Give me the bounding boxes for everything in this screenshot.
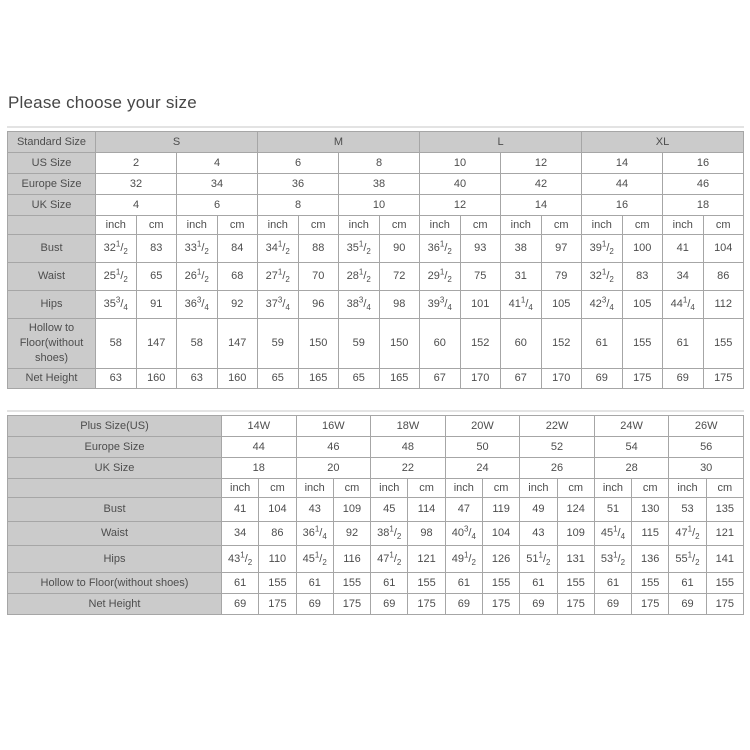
unit-cell: cm	[632, 479, 669, 498]
measure-cell: 61	[582, 319, 623, 369]
measure-cell: 152	[541, 319, 582, 369]
size-group-header: M	[258, 132, 420, 153]
measure-cell: 105	[622, 291, 663, 319]
table-row	[8, 573, 744, 594]
row-label: Europe Size	[8, 174, 96, 195]
measure-cell: 126	[482, 546, 519, 573]
size-cell: 16W	[296, 416, 371, 437]
unit-cell: cm	[379, 216, 420, 235]
unit-cell: cm	[333, 479, 370, 498]
measure-cell: 59	[258, 319, 299, 369]
measure-cell: $38^1/_2$	[371, 522, 408, 546]
table-row	[8, 153, 744, 174]
measure-cell: 170	[541, 369, 582, 389]
size-cell: 18	[663, 195, 744, 216]
measure-cell: 61	[296, 573, 333, 594]
measure-cell: 60	[420, 319, 461, 369]
size-cell: 6	[258, 153, 339, 174]
unit-row-label	[8, 479, 222, 498]
page-title: Please choose your size	[8, 93, 197, 112]
measure-cell: 110	[259, 546, 296, 573]
unit-cell: inch	[222, 479, 259, 498]
unit-cell: cm	[408, 479, 445, 498]
size-cell: 12	[501, 153, 582, 174]
standard-size-table	[7, 131, 744, 389]
standard-size-table-wrap	[7, 126, 744, 389]
measure-cell: 86	[703, 263, 744, 291]
measure-cell: 86	[259, 522, 296, 546]
measure-cell: 61	[520, 573, 557, 594]
measure-cell: $33^1/_2$	[177, 235, 218, 263]
measure-cell: 69	[296, 594, 333, 615]
measure-cell: 147	[217, 319, 258, 369]
measure-cell: 175	[703, 369, 744, 389]
measure-cell: 41	[222, 498, 259, 522]
measure-cell: $32^1/_2$	[582, 263, 623, 291]
row-label: UK Size	[8, 195, 96, 216]
table-row	[8, 594, 744, 615]
unit-cell: inch	[445, 479, 482, 498]
measure-cell: 65	[258, 369, 299, 389]
measure-cell: $39^1/_2$	[582, 235, 623, 263]
table-row	[8, 216, 744, 235]
measure-cell: 175	[557, 594, 594, 615]
size-cell: 26	[520, 458, 595, 479]
measure-cell: $45^1/_2$	[296, 546, 333, 573]
measure-cell: 147	[136, 319, 177, 369]
measure-cell: $49^1/_2$	[445, 546, 482, 573]
size-cell: 30	[669, 458, 744, 479]
measure-cell: 155	[482, 573, 519, 594]
size-cell: 14	[501, 195, 582, 216]
measure-cell: 96	[298, 291, 339, 319]
measure-cell: 63	[96, 369, 137, 389]
size-group-header: XL	[582, 132, 744, 153]
unit-cell: cm	[259, 479, 296, 498]
measure-cell: 150	[298, 319, 339, 369]
measure-cell: 68	[217, 263, 258, 291]
size-cell: 38	[339, 174, 420, 195]
row-label: Europe Size	[8, 437, 222, 458]
unit-cell: inch	[296, 479, 333, 498]
measure-cell: 43	[296, 498, 333, 522]
table-row	[8, 291, 744, 319]
measure-cell: 131	[557, 546, 594, 573]
table-row	[8, 369, 744, 389]
measure-cell: 104	[703, 235, 744, 263]
row-label: Bust	[8, 235, 96, 263]
measure-cell: 34	[663, 263, 704, 291]
unit-cell: cm	[541, 216, 582, 235]
size-cell: 52	[520, 437, 595, 458]
table-row	[8, 416, 744, 437]
measure-cell: $25^1/_2$	[96, 263, 137, 291]
measure-cell: 92	[333, 522, 370, 546]
size-cell: 24W	[594, 416, 669, 437]
measure-cell: 160	[217, 369, 258, 389]
measure-cell: 69	[663, 369, 704, 389]
measure-cell: 115	[632, 522, 669, 546]
size-cell: 8	[339, 153, 420, 174]
measure-cell: 170	[460, 369, 501, 389]
measure-cell: 69	[371, 594, 408, 615]
measure-cell: 175	[408, 594, 445, 615]
measure-cell: 152	[460, 319, 501, 369]
measure-cell: 75	[460, 263, 501, 291]
measure-cell: 53	[669, 498, 706, 522]
size-cell: 34	[177, 174, 258, 195]
measure-cell: $39^3/_4$	[420, 291, 461, 319]
size-cell: 32	[96, 174, 177, 195]
size-cell: 14W	[222, 416, 297, 437]
size-cell: 46	[296, 437, 371, 458]
measure-cell: 93	[460, 235, 501, 263]
measure-cell: 175	[482, 594, 519, 615]
measure-cell: 61	[222, 573, 259, 594]
unit-cell: cm	[460, 216, 501, 235]
measure-cell: 155	[703, 319, 744, 369]
row-label: Net Height	[8, 594, 222, 615]
measure-cell: $36^1/_2$	[420, 235, 461, 263]
measure-cell: 155	[632, 573, 669, 594]
measure-cell: 69	[594, 594, 631, 615]
unit-cell: inch	[663, 216, 704, 235]
unit-cell: inch	[339, 216, 380, 235]
measure-cell: 160	[136, 369, 177, 389]
table-row	[8, 132, 744, 153]
measure-cell: 135	[706, 498, 743, 522]
measure-cell: 69	[445, 594, 482, 615]
measure-cell: 155	[557, 573, 594, 594]
size-cell: 44	[582, 174, 663, 195]
table-row	[8, 458, 744, 479]
measure-cell: 150	[379, 319, 420, 369]
unit-cell: inch	[420, 216, 461, 235]
size-cell: 6	[177, 195, 258, 216]
measure-cell: 98	[408, 522, 445, 546]
measure-cell: 58	[177, 319, 218, 369]
size-cell: 56	[669, 437, 744, 458]
size-cell: 28	[594, 458, 669, 479]
measure-cell: 130	[632, 498, 669, 522]
measure-cell: 83	[136, 235, 177, 263]
measure-cell: 105	[541, 291, 582, 319]
row-label: Hips	[8, 291, 96, 319]
size-cell: 36	[258, 174, 339, 195]
measure-cell: 69	[520, 594, 557, 615]
measure-cell: $26^1/_2$	[177, 263, 218, 291]
row-label: UK Size	[8, 458, 222, 479]
measure-cell: 43	[520, 522, 557, 546]
size-cell: 26W	[669, 416, 744, 437]
measure-cell: $35^1/_2$	[339, 235, 380, 263]
table-row	[8, 479, 744, 498]
measure-cell: $27^1/_2$	[258, 263, 299, 291]
measure-cell: $47^1/_2$	[669, 522, 706, 546]
table-row	[8, 235, 744, 263]
row-label: Plus Size(US)	[8, 416, 222, 437]
size-cell: 2	[96, 153, 177, 174]
corner-header: Standard Size	[8, 132, 96, 153]
measure-cell: 121	[408, 546, 445, 573]
measure-cell: 124	[557, 498, 594, 522]
measure-cell: 60	[501, 319, 542, 369]
size-cell: 48	[371, 437, 446, 458]
measure-cell: 49	[520, 498, 557, 522]
size-cell: 18	[222, 458, 297, 479]
measure-cell: 65	[339, 369, 380, 389]
unit-cell: inch	[594, 479, 631, 498]
measure-cell: $29^1/_2$	[420, 263, 461, 291]
size-cell: 16	[663, 153, 744, 174]
measure-cell: $53^1/_2$	[594, 546, 631, 573]
measure-cell: 38	[501, 235, 542, 263]
size-group-header: L	[420, 132, 582, 153]
plus-size-table-wrap	[7, 410, 744, 615]
measure-cell: 100	[622, 235, 663, 263]
size-cell: 14	[582, 153, 663, 174]
measure-cell: 141	[706, 546, 743, 573]
size-group-header: S	[96, 132, 258, 153]
measure-cell: 104	[482, 522, 519, 546]
measure-cell: 61	[594, 573, 631, 594]
measure-cell: 92	[217, 291, 258, 319]
measure-cell: 98	[379, 291, 420, 319]
measure-cell: 67	[420, 369, 461, 389]
measure-cell: 59	[339, 319, 380, 369]
measure-cell: 121	[706, 522, 743, 546]
table-row	[8, 195, 744, 216]
measure-cell: 175	[622, 369, 663, 389]
measure-cell: 90	[379, 235, 420, 263]
measure-cell: 84	[217, 235, 258, 263]
measure-cell: 47	[445, 498, 482, 522]
table-row	[8, 546, 744, 573]
table-row	[8, 522, 744, 546]
measure-cell: $47^1/_2$	[371, 546, 408, 573]
measure-cell: $38^3/_4$	[339, 291, 380, 319]
measure-cell: 114	[408, 498, 445, 522]
measure-cell: 91	[136, 291, 177, 319]
unit-cell: inch	[669, 479, 706, 498]
row-label: Waist	[8, 263, 96, 291]
table-row	[8, 437, 744, 458]
measure-cell: 136	[632, 546, 669, 573]
measure-cell: $34^1/_2$	[258, 235, 299, 263]
measure-cell: 69	[582, 369, 623, 389]
measure-cell: $40^3/_4$	[445, 522, 482, 546]
measure-cell: 67	[501, 369, 542, 389]
unit-row-label	[8, 216, 96, 235]
row-label: Hollow to Floor(without shoes)	[8, 319, 96, 369]
measure-cell: $37^3/_4$	[258, 291, 299, 319]
size-cell: 10	[339, 195, 420, 216]
table-row	[8, 263, 744, 291]
unit-cell: inch	[258, 216, 299, 235]
measure-cell: $43^1/_2$	[222, 546, 259, 573]
measure-cell: 83	[622, 263, 663, 291]
measure-cell: 175	[259, 594, 296, 615]
measure-cell: $42^3/_4$	[582, 291, 623, 319]
measure-cell: 72	[379, 263, 420, 291]
size-cell: 16	[582, 195, 663, 216]
size-cell: 42	[501, 174, 582, 195]
measure-cell: 34	[222, 522, 259, 546]
measure-cell: 155	[706, 573, 743, 594]
measure-cell: 79	[541, 263, 582, 291]
measure-cell: $51^1/_2$	[520, 546, 557, 573]
size-cell: 20W	[445, 416, 520, 437]
measure-cell: 155	[333, 573, 370, 594]
measure-cell: 63	[177, 369, 218, 389]
unit-cell: cm	[136, 216, 177, 235]
row-label: Waist	[8, 522, 222, 546]
measure-cell: 165	[298, 369, 339, 389]
table-row	[8, 174, 744, 195]
measure-cell: 88	[298, 235, 339, 263]
unit-cell: inch	[501, 216, 542, 235]
measure-cell: $28^1/_2$	[339, 263, 380, 291]
unit-cell: cm	[482, 479, 519, 498]
measure-cell: 155	[408, 573, 445, 594]
measure-cell: $35^3/_4$	[96, 291, 137, 319]
unit-cell: cm	[706, 479, 743, 498]
measure-cell: $32^1/_2$	[96, 235, 137, 263]
measure-cell: 109	[333, 498, 370, 522]
measure-cell: 112	[703, 291, 744, 319]
size-cell: 18W	[371, 416, 446, 437]
unit-cell: cm	[557, 479, 594, 498]
measure-cell: 65	[136, 263, 177, 291]
measure-cell: $45^1/_4$	[594, 522, 631, 546]
unit-cell: cm	[703, 216, 744, 235]
row-label: Bust	[8, 498, 222, 522]
measure-cell: 104	[259, 498, 296, 522]
measure-cell: 61	[371, 573, 408, 594]
row-label: Hips	[8, 546, 222, 573]
measure-cell: 109	[557, 522, 594, 546]
measure-cell: 175	[632, 594, 669, 615]
size-cell: 46	[663, 174, 744, 195]
measure-cell: 58	[96, 319, 137, 369]
size-cell: 44	[222, 437, 297, 458]
measure-cell: $44^1/_4$	[663, 291, 704, 319]
row-label: US Size	[8, 153, 96, 174]
measure-cell: 155	[622, 319, 663, 369]
measure-cell: $55^1/_2$	[669, 546, 706, 573]
size-cell: 12	[420, 195, 501, 216]
measure-cell: $36^3/_4$	[177, 291, 218, 319]
measure-cell: 101	[460, 291, 501, 319]
size-cell: 8	[258, 195, 339, 216]
measure-cell: 97	[541, 235, 582, 263]
measure-cell: 61	[663, 319, 704, 369]
size-cell: 40	[420, 174, 501, 195]
measure-cell: 119	[482, 498, 519, 522]
unit-cell: cm	[217, 216, 258, 235]
unit-cell: inch	[520, 479, 557, 498]
measure-cell: 155	[259, 573, 296, 594]
size-cell: 24	[445, 458, 520, 479]
unit-cell: inch	[177, 216, 218, 235]
unit-cell: inch	[371, 479, 408, 498]
measure-cell: 116	[333, 546, 370, 573]
measure-cell: 61	[445, 573, 482, 594]
measure-cell: 41	[663, 235, 704, 263]
measure-cell: 175	[706, 594, 743, 615]
unit-cell: inch	[582, 216, 623, 235]
unit-cell: inch	[96, 216, 137, 235]
size-cell: 50	[445, 437, 520, 458]
measure-cell: 165	[379, 369, 420, 389]
unit-cell: cm	[622, 216, 663, 235]
measure-cell: 175	[333, 594, 370, 615]
measure-cell: 70	[298, 263, 339, 291]
unit-cell: cm	[298, 216, 339, 235]
measure-cell: $41^1/_4$	[501, 291, 542, 319]
measure-cell: 69	[669, 594, 706, 615]
size-cell: 20	[296, 458, 371, 479]
table-row	[8, 319, 744, 369]
measure-cell: 69	[222, 594, 259, 615]
measure-cell: 51	[594, 498, 631, 522]
size-cell: 4	[177, 153, 258, 174]
plus-size-table	[7, 415, 744, 615]
measure-cell: 61	[669, 573, 706, 594]
size-cell: 22W	[520, 416, 595, 437]
size-cell: 22	[371, 458, 446, 479]
row-label: Net Height	[8, 369, 96, 389]
row-label: Hollow to Floor(without shoes)	[8, 573, 222, 594]
measure-cell: $36^1/_4$	[296, 522, 333, 546]
table-row	[8, 498, 744, 522]
size-cell: 10	[420, 153, 501, 174]
measure-cell: 45	[371, 498, 408, 522]
size-cell: 4	[96, 195, 177, 216]
size-cell: 54	[594, 437, 669, 458]
measure-cell: 31	[501, 263, 542, 291]
